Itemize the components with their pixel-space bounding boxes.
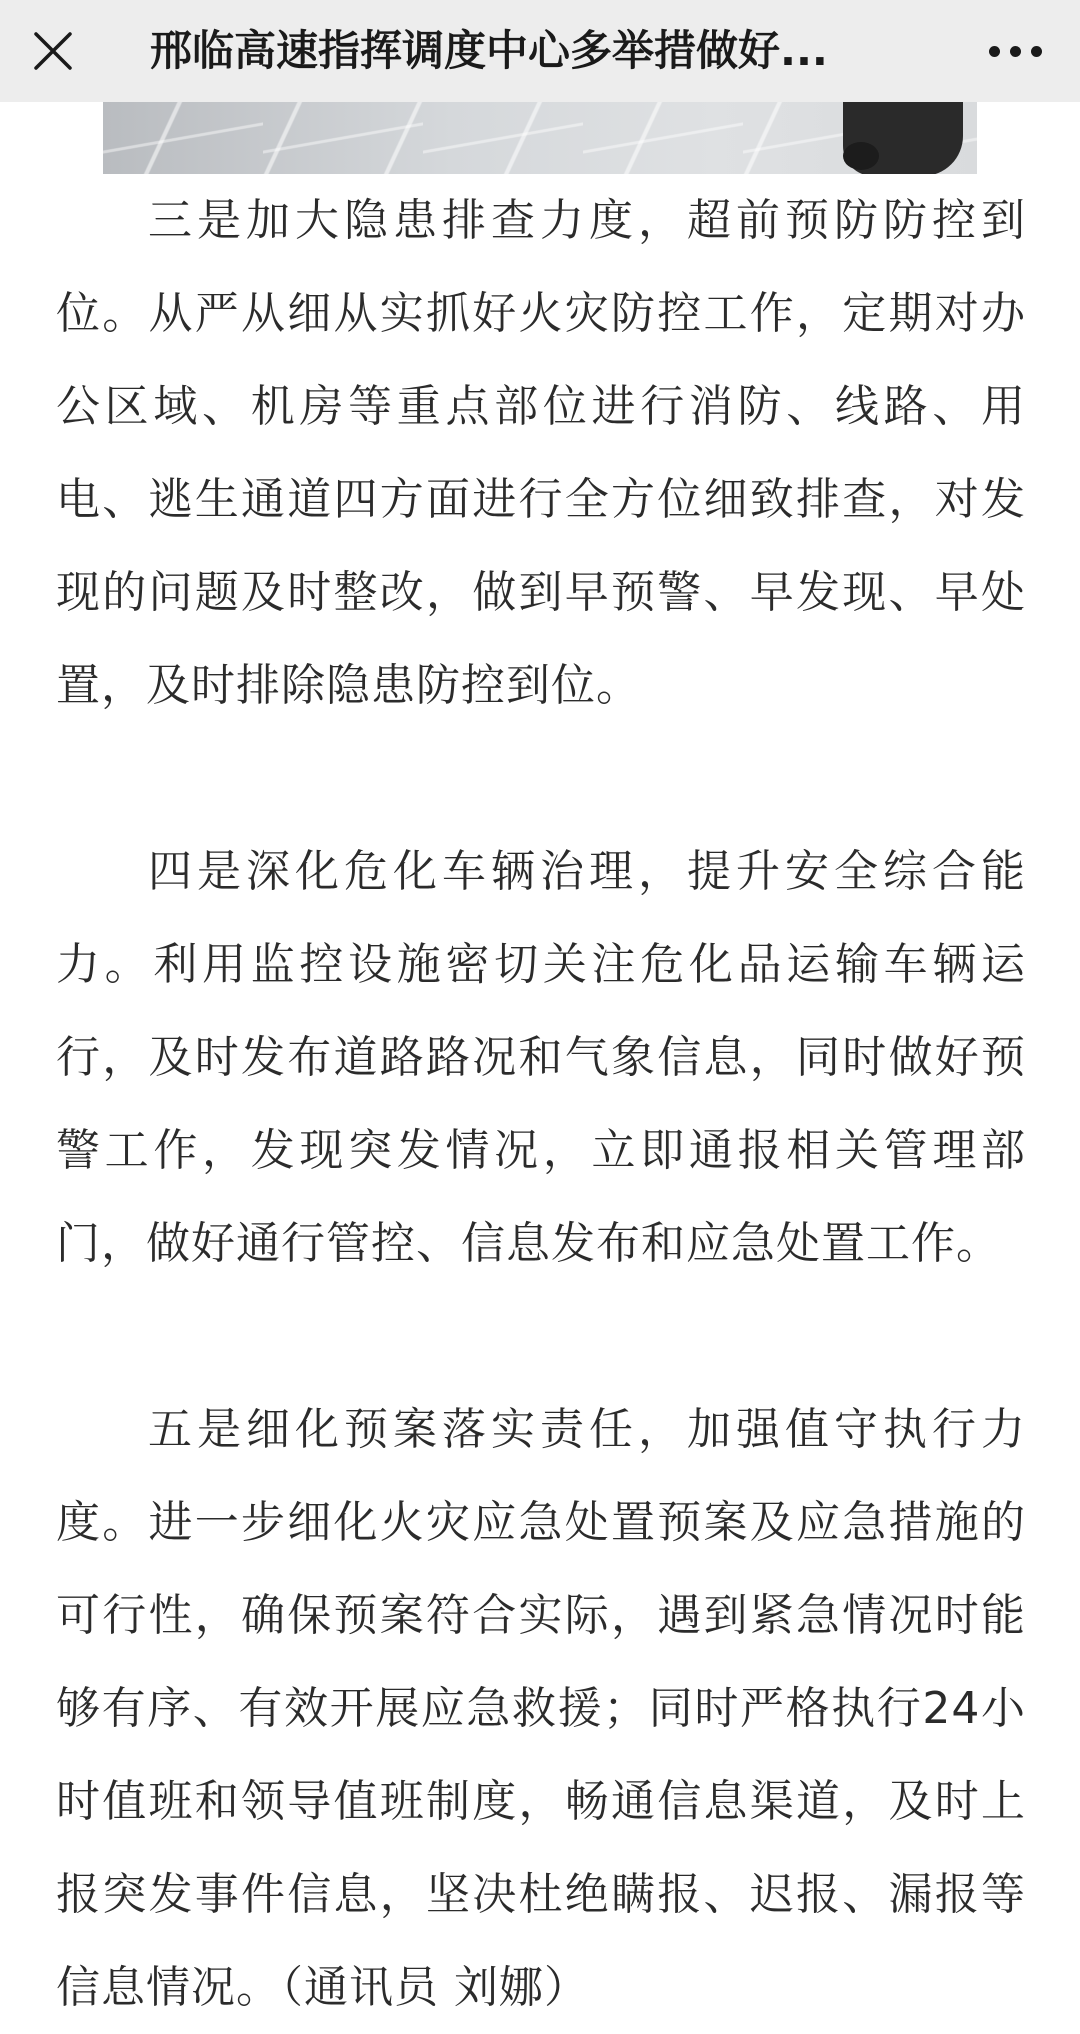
article-paragraph-4: 四是深化危化车辆治理，提升安全综合能力。利用监控设施密切关注危化品运输车辆运行，及时发布道路路况和气象信息，同时做好预警工作，发现突发情况，立即通报相关管理部门，做好通行管控、信息发布和应急处置工作。 bbox=[56, 846, 1026, 1269]
article-photo bbox=[103, 102, 977, 174]
close-icon bbox=[33, 31, 73, 71]
more-icon bbox=[989, 46, 1000, 57]
page-title: 邢临高速指挥调度中心多举措做好... bbox=[150, 26, 828, 75]
close-button[interactable] bbox=[20, 18, 86, 84]
more-button[interactable] bbox=[970, 18, 1060, 84]
article-paragraph-3: 三是加大隐患排查力度，超前预防防控到位。从严从细从实抓好火灾防控工作，定期对办公区域、机房等重点部位进行消防、线路、用电、逃生通道四方面进行全方位细致排查，对发现的问题及时整改，做到早预警、早发现、早处置，及时排除隐患防控到位。 bbox=[56, 195, 1026, 711]
article-body bbox=[56, 174, 1026, 2034]
more-icon-dot bbox=[1010, 46, 1021, 57]
article-paragraph-5: 五是细化预案落实责任，加强值守执行力度。进一步细化火灾应急处置预案及应急措施的可行性，确保预案符合实际，遇到紧急情况时能够有序、有效开展应急救援；同时严格执行24小时值班和领导值班制度，畅通信息渠道，及时上报突发事件信息，坚决杜绝瞒报、迟报、漏报等信息情况。（通讯员 刘娜） bbox=[56, 1404, 1026, 2013]
more-icon-dot bbox=[1031, 46, 1042, 57]
photo-object-base bbox=[843, 142, 879, 170]
top-navigation-bar bbox=[0, 0, 1080, 102]
